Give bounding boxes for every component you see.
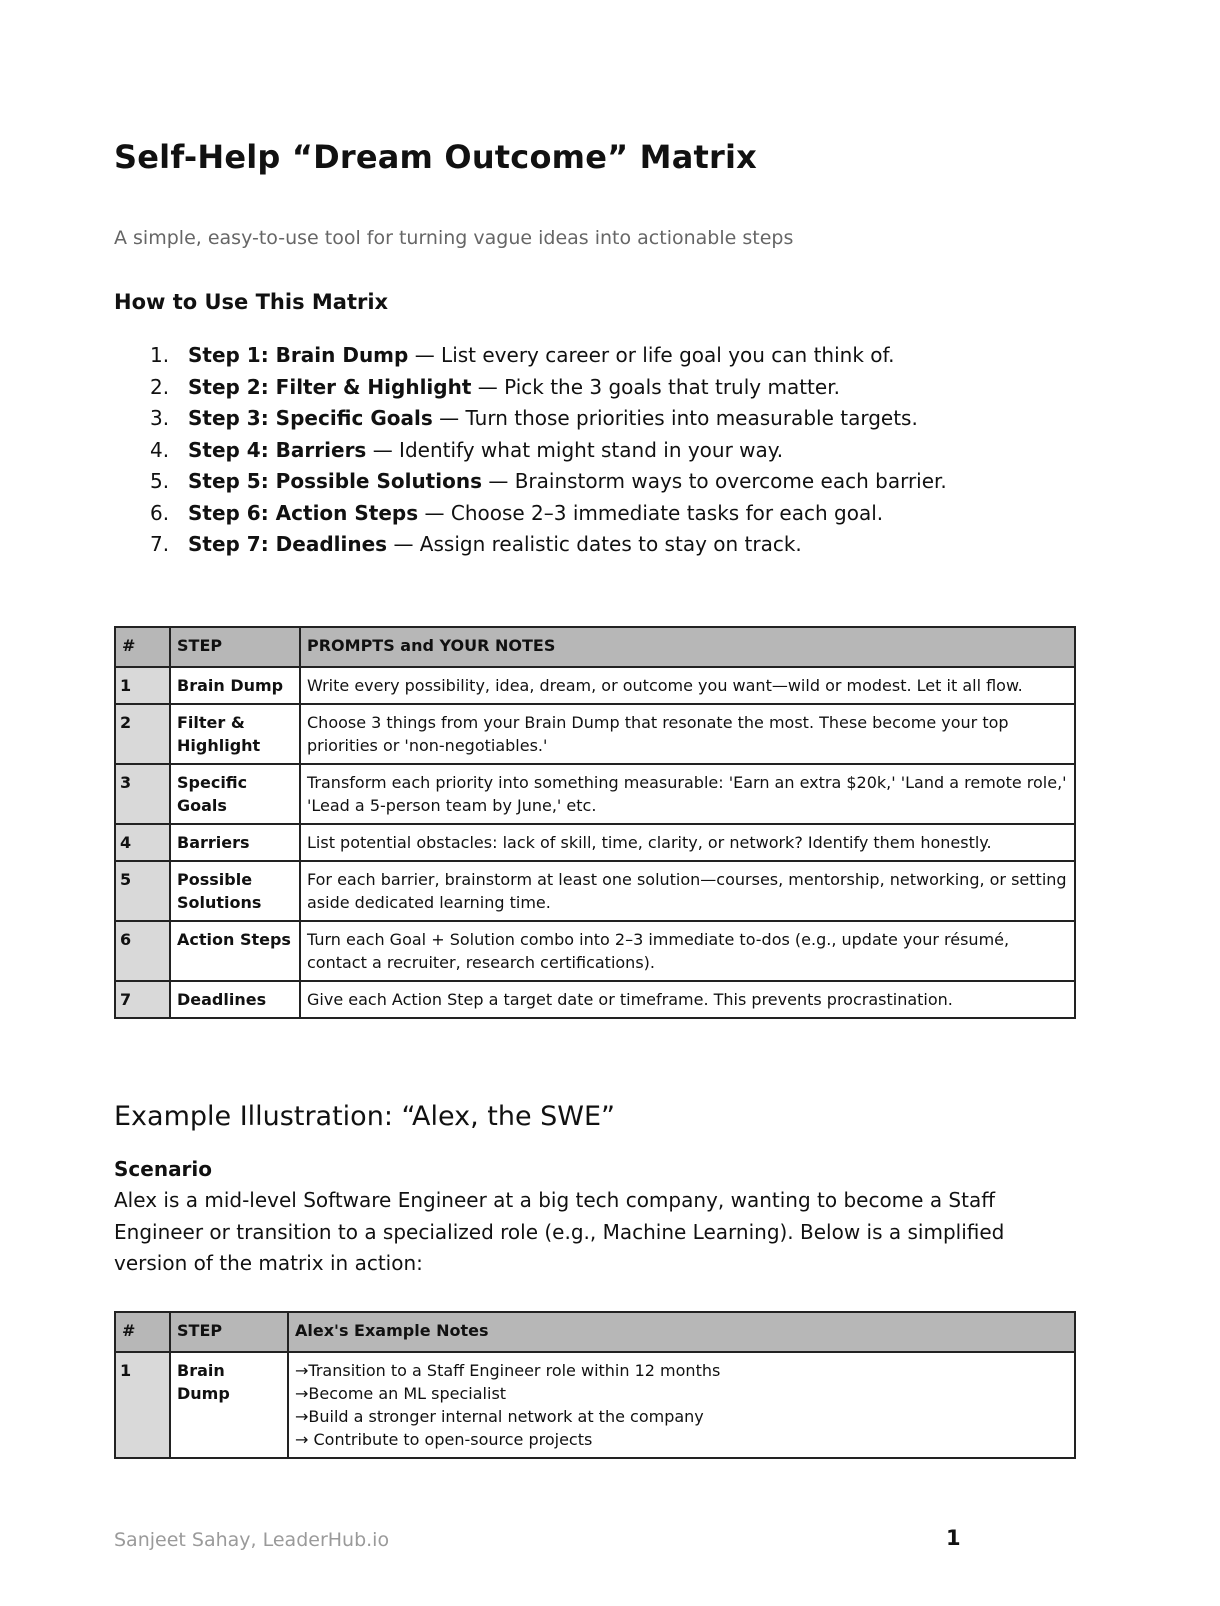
document-title: Self-Help “Dream Outcome” Matrix (114, 138, 757, 176)
how-to-heading: How to Use This Matrix (114, 290, 389, 314)
row-step: Brain Dump (170, 1352, 288, 1458)
list-item-number: 1. (150, 343, 170, 367)
row-notes (288, 1352, 1075, 1458)
row-number: 5 (115, 861, 170, 921)
list-item-text: — Turn those priorities into measurable targets. (432, 406, 918, 430)
row-step: Filter & Highlight (170, 704, 300, 764)
row-notes: For each barrier, brainstorm at least one solution—courses, mentorship, networking, or setting aside dedicated learning time. (300, 861, 1075, 921)
example-heading: Example Illustration: “Alex, the SWE” (114, 1101, 616, 1132)
row-notes: List potential obstacles: lack of skill, time, clarity, or network? Identify them honestly. (300, 824, 1075, 861)
table-header-row (115, 627, 1075, 667)
list-item-label: Step 2: Filter & Highlight (188, 374, 472, 399)
list-item-text: — Identify what might stand in your way. (366, 437, 784, 462)
alex-note-line: → Contribute to open-source projects (295, 1430, 593, 1449)
table-header-row (115, 1312, 1075, 1352)
document-subtitle: A simple, easy-to-use tool for turning vague ideas into actionable steps (114, 227, 794, 249)
list-item-label: Step 7: Deadlines (188, 532, 388, 556)
table-header-step: STEP (170, 627, 300, 667)
table-row (115, 667, 1075, 704)
list-item-text: — Choose 2–3 immediate tasks for each goal. (418, 500, 884, 525)
footer-author: Sanjeet Sahay, LeaderHub.io (114, 1529, 390, 1551)
list-item-number: 7. (150, 532, 170, 556)
row-number: 1 (115, 667, 170, 704)
list-item-number: 5. (150, 469, 170, 493)
table-header-number: # (115, 627, 170, 667)
table-row (115, 1352, 1075, 1458)
row-notes: Give each Action Step a target date or timeframe. This prevents procrastination. (300, 981, 1075, 1018)
list-item (150, 435, 947, 467)
row-notes: Transform each priority into something measurable: 'Earn an extra $20k,' 'Land a remote role,' 'Lead a 5-person team by June,' etc. (300, 764, 1075, 824)
table-header-notes: Alex's Example Notes (288, 1312, 1075, 1352)
table-row (115, 921, 1075, 981)
list-item-text: — List every career or life goal you can think of. (408, 343, 895, 367)
alex-note-line: →Transition to a Staff Engineer role within 12 months (295, 1361, 721, 1380)
list-item (150, 498, 947, 530)
row-step: Possible Solutions (170, 861, 300, 921)
table-row (115, 764, 1075, 824)
alex-note-line: →Become an ML specialist (295, 1384, 507, 1403)
list-item-label: Step 3: Specific Goals (188, 406, 433, 430)
row-number: 1 (115, 1352, 170, 1458)
list-item-label: Step 1: Brain Dump (188, 343, 409, 367)
list-item-text: — Pick the 3 goals that truly matter. (471, 374, 840, 399)
row-number: 4 (115, 824, 170, 861)
scenario-text: Alex is a mid-level Software Engineer at a big tech company, wanting to become a Staff Engineer or transition to a specialized role (e.g., Machine Learning). Below is a simplified version of the matrix in action: (114, 1188, 1005, 1275)
row-step: Brain Dump (170, 667, 300, 704)
list-item-number: 4. (150, 437, 170, 462)
list-item (150, 372, 947, 404)
row-notes: Write every possibility, idea, dream, or outcome you want—wild or modest. Let it all flow. (300, 667, 1075, 704)
list-item (150, 403, 947, 435)
list-item-label: Step 4: Barriers (188, 437, 367, 462)
table-header-number: # (115, 1312, 170, 1352)
list-item-label: Step 5: Possible Solutions (188, 469, 482, 493)
row-notes: Choose 3 things from your Brain Dump that resonate the most. These become your top priorities or 'non-negotiables.' (300, 704, 1075, 764)
alex-note-line: →Build a stronger internal network at the company (295, 1407, 704, 1426)
list-item (150, 340, 947, 372)
list-item-number: 3. (150, 406, 170, 430)
table-header-notes: PROMPTS and YOUR NOTES (300, 627, 1075, 667)
list-item-text: — Brainstorm ways to overcome each barrier. (481, 469, 947, 493)
table-row (115, 981, 1075, 1018)
table-row (115, 704, 1075, 764)
row-number: 6 (115, 921, 170, 981)
row-number: 3 (115, 764, 170, 824)
row-step: Specific Goals (170, 764, 300, 824)
list-item-label: Step 6: Action Steps (188, 500, 419, 525)
list-item-text: — Assign realistic dates to stay on track. (387, 532, 802, 556)
matrix-table (114, 626, 1076, 1019)
list-item (150, 466, 947, 498)
row-step: Deadlines (170, 981, 300, 1018)
list-item (150, 529, 947, 561)
list-item-number: 6. (150, 500, 170, 525)
table-row (115, 824, 1075, 861)
table-header-step: STEP (170, 1312, 288, 1352)
table-row (115, 861, 1075, 921)
row-notes: Turn each Goal + Solution combo into 2–3 immediate to-dos (e.g., update your résumé, contact a recruiter, research certifications). (300, 921, 1075, 981)
row-number: 2 (115, 704, 170, 764)
row-number: 7 (115, 981, 170, 1018)
row-step: Barriers (170, 824, 300, 861)
scenario-label: Scenario (114, 1157, 213, 1181)
how-to-steps-list (150, 340, 947, 561)
list-item-number: 2. (150, 374, 170, 399)
page-number: 1 (946, 1526, 961, 1550)
row-step: Action Steps (170, 921, 300, 981)
alex-example-table (114, 1311, 1076, 1459)
